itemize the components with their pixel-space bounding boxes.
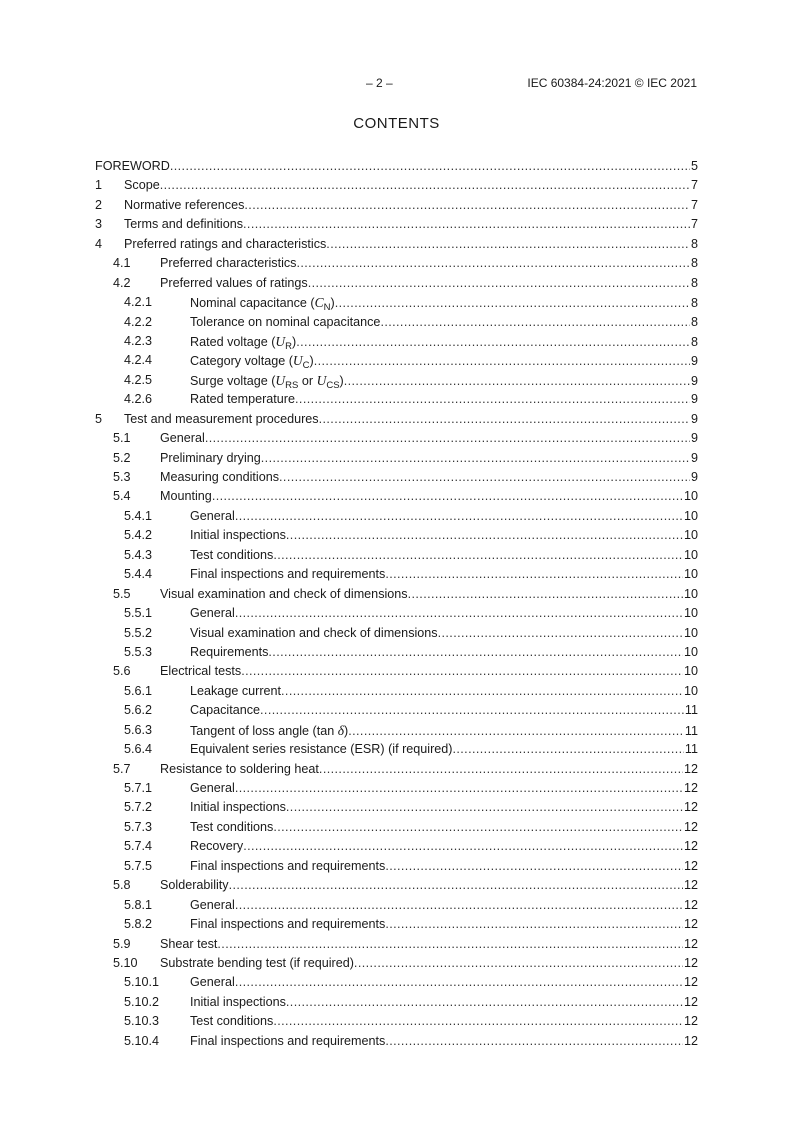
- toc-entry-page: 12: [683, 975, 698, 990]
- toc-entry-title: General: [190, 975, 235, 990]
- dot-leader: [319, 760, 683, 779]
- dot-leader: [380, 313, 690, 332]
- toc-entry-link[interactable]: [95, 157, 698, 176]
- toc-entry-number: 1: [95, 178, 103, 193]
- toc-entry-title: Test conditions: [190, 819, 274, 834]
- toc-entry-link[interactable]: [190, 604, 698, 623]
- toc-entry-number: 3: [95, 217, 103, 232]
- toc-entry-link[interactable]: [190, 682, 698, 701]
- toc-entry-page: 10: [683, 664, 698, 679]
- toc-entry-number: 4.1: [113, 256, 131, 271]
- toc-entry-title: Normative references: [124, 197, 245, 212]
- toc-entry[interactable]: [95, 624, 698, 643]
- toc-entry-title: Initial inspections: [190, 528, 286, 543]
- toc-entry-title: Visual examination and check of dimensions: [190, 625, 438, 640]
- toc-entry-title: Capacitance: [190, 703, 261, 718]
- toc-entry-page: 12: [683, 878, 698, 893]
- math-symbol: δ: [337, 722, 345, 738]
- dot-leader: [235, 896, 683, 915]
- math-symbol: U: [316, 372, 327, 388]
- toc-entry[interactable]: [95, 507, 698, 526]
- dot-leader: [314, 352, 690, 370]
- toc-entry[interactable]: [95, 196, 698, 215]
- dot-leader: [279, 468, 690, 487]
- toc-entry-number: 5.7: [113, 761, 131, 776]
- toc-entry-title: Electrical tests: [160, 664, 242, 679]
- toc-entry-link[interactable]: [190, 565, 698, 584]
- toc-entry-number: 5: [95, 411, 103, 426]
- toc-entry-page: 8: [690, 314, 698, 329]
- toc-entry-title: Scope: [124, 178, 160, 193]
- toc-entry-link[interactable]: [190, 701, 698, 720]
- toc-entry[interactable]: [95, 993, 698, 1012]
- toc-entry-link[interactable]: [190, 1012, 698, 1031]
- toc-entry-number: 2: [95, 197, 103, 212]
- toc-entry-number: 5.8.1: [124, 897, 153, 912]
- toc-entry-page: 7: [690, 197, 698, 212]
- toc-entry[interactable]: [95, 1012, 698, 1031]
- toc-entry-page: 10: [683, 567, 698, 582]
- dot-leader: [160, 176, 690, 195]
- toc-entry-page: 8: [690, 256, 698, 271]
- toc-entry-page: 8: [690, 296, 698, 311]
- dot-leader: [281, 682, 683, 701]
- toc-entry[interactable]: [95, 798, 698, 817]
- toc-entry-link[interactable]: [190, 779, 698, 798]
- toc-entry-title: Requirements: [190, 644, 269, 659]
- dot-leader: [319, 410, 690, 429]
- toc-entry-number: 5.10.1: [124, 975, 160, 990]
- toc-entry-title: Final inspections and requirements: [190, 1033, 386, 1048]
- toc-entry-link[interactable]: [190, 643, 698, 662]
- toc-entry-page: 12: [683, 955, 698, 970]
- toc-entry-title: Solderability: [160, 878, 229, 893]
- toc-entry-link[interactable]: [124, 176, 698, 195]
- toc-entry-title: Category voltage $(U_C)$: [190, 353, 314, 371]
- toc-entry-title: Preferred values of ratings: [160, 275, 308, 290]
- toc-entry-link[interactable]: [160, 468, 698, 487]
- toc-entry[interactable]: [95, 390, 698, 409]
- toc-entry-number: 5.6.2: [124, 703, 153, 718]
- toc-entry-number: 5.4: [113, 489, 131, 504]
- toc-entry[interactable]: [95, 526, 698, 545]
- toc-entry[interactable]: [95, 935, 698, 954]
- toc-entry[interactable]: [95, 701, 698, 720]
- toc-entry-link[interactable]: [190, 896, 698, 915]
- toc-entry[interactable]: [95, 643, 698, 662]
- dot-leader: [273, 1012, 683, 1031]
- toc-entry[interactable]: [95, 857, 698, 876]
- toc-entry-title: Tangent of loss angle (tan δ): [190, 722, 349, 738]
- dot-leader: [273, 546, 683, 565]
- toc-entry-link[interactable]: [190, 624, 698, 643]
- toc-entry-title: Final inspections and requirements: [190, 567, 386, 582]
- table-of-contents: [95, 157, 698, 1051]
- toc-entry-link[interactable]: [160, 876, 698, 895]
- dot-leader: [452, 740, 683, 759]
- toc-entry-number: 5.5: [113, 586, 131, 601]
- toc-entry[interactable]: [95, 662, 698, 681]
- toc-entry[interactable]: [95, 410, 698, 429]
- toc-entry-page: 10: [683, 508, 698, 523]
- toc-entry-link[interactable]: [160, 449, 698, 468]
- toc-entry-link[interactable]: [160, 760, 698, 779]
- dot-leader: [170, 157, 690, 176]
- toc-entry[interactable]: [95, 332, 698, 351]
- toc-entry-link[interactable]: [160, 585, 698, 604]
- dot-leader: [260, 701, 684, 720]
- toc-entry-title: Preferred characteristics: [160, 256, 297, 271]
- dot-leader: [235, 604, 683, 623]
- toc-entry-page: 12: [683, 917, 698, 932]
- toc-entry-page: 12: [683, 819, 698, 834]
- toc-entry-title: Recovery: [190, 839, 244, 854]
- toc-entry[interactable]: [95, 313, 698, 332]
- toc-entry-title: Mounting: [160, 489, 212, 504]
- toc-entry-link[interactable]: [190, 818, 698, 837]
- math-symbol: U: [275, 333, 286, 349]
- math-subscript: CS: [326, 379, 340, 391]
- toc-entry-link[interactable]: [160, 429, 698, 448]
- toc-entry-number: 4.2.6: [124, 392, 153, 407]
- toc-entry-link[interactable]: [190, 857, 698, 876]
- dot-leader: [229, 876, 683, 895]
- toc-entry[interactable]: [95, 604, 698, 623]
- page-header: [95, 76, 697, 92]
- toc-entry-link[interactable]: [190, 837, 698, 856]
- toc-entry-link[interactable]: [190, 507, 698, 526]
- toc-entry-page: 10: [683, 489, 698, 504]
- toc-entry-number: 5.4.4: [124, 567, 153, 582]
- math-subscript: R: [285, 340, 293, 352]
- toc-entry-title: Rated voltage $(U_R)$: [190, 333, 297, 352]
- toc-entry[interactable]: [95, 585, 698, 604]
- toc-entry-number: 5.7.1: [124, 781, 153, 795]
- dot-leader: [385, 857, 683, 876]
- dot-leader: [335, 294, 690, 312]
- dot-leader: [235, 507, 683, 526]
- toc-entry[interactable]: [95, 157, 698, 176]
- toc-entry-number: 4.2.3: [124, 333, 153, 348]
- dot-leader: [212, 487, 683, 506]
- toc-entry-title: General: [190, 606, 235, 621]
- toc-entry-page: 9: [690, 450, 698, 465]
- dot-leader: [385, 915, 683, 934]
- toc-entry[interactable]: [95, 449, 698, 468]
- toc-entry-page: 10: [683, 683, 698, 698]
- dot-leader: [344, 372, 690, 390]
- toc-entry-number: 5.7.5: [124, 858, 153, 873]
- toc-entry-title: Resistance to soldering heat: [160, 761, 319, 776]
- toc-entry-title: Initial inspections: [190, 800, 286, 815]
- toc-entry-title: General: [160, 431, 205, 446]
- dot-leader: [286, 526, 683, 545]
- toc-entry-link[interactable]: [160, 274, 698, 293]
- toc-entry[interactable]: [95, 721, 698, 740]
- toc-entry-link[interactable]: [160, 254, 698, 273]
- toc-entry-number: 5.6.1: [124, 683, 153, 698]
- dot-leader: [268, 643, 683, 662]
- toc-entry-link[interactable]: [124, 196, 698, 215]
- toc-entry-page: 9: [690, 431, 698, 446]
- toc-entry-page: 8: [690, 275, 698, 290]
- toc-entry-number: 5.5.3: [124, 644, 153, 659]
- toc-entry[interactable]: [95, 1032, 698, 1051]
- toc-entry-page: 12: [683, 858, 698, 873]
- toc-entry-page: 12: [683, 994, 698, 1009]
- toc-entry-page: 12: [683, 897, 698, 912]
- toc-entry-number: 5.2: [113, 450, 131, 465]
- toc-entry-title: Leakage current: [190, 683, 282, 698]
- toc-entry-number: 5.10: [113, 955, 138, 970]
- math-subscript: N: [323, 302, 331, 313]
- toc-entry-number: 4.2.2: [124, 314, 153, 329]
- toc-entry-link[interactable]: [124, 410, 698, 429]
- toc-entry-link[interactable]: [190, 332, 698, 351]
- toc-entry[interactable]: [95, 176, 698, 195]
- toc-entry-link[interactable]: [160, 954, 698, 973]
- toc-entry-page: 10: [683, 644, 698, 659]
- toc-entry-number: 5.7.3: [124, 819, 153, 834]
- toc-entry-link[interactable]: [190, 293, 698, 312]
- toc-entry[interactable]: [95, 351, 698, 370]
- dot-leader: [385, 1032, 683, 1051]
- dot-leader: [243, 215, 690, 234]
- toc-entry-link[interactable]: [190, 993, 698, 1012]
- toc-entry-page: 5: [690, 159, 698, 173]
- toc-entry-link[interactable]: [190, 740, 698, 759]
- toc-entry-page: 8: [690, 334, 698, 349]
- toc-entry-page: 9: [690, 411, 698, 426]
- toc-entry-title: Equivalent series resistance (ESR) (if required): [190, 742, 453, 757]
- document-reference: IEC 60384-24:2021 © IEC 2021: [527, 76, 697, 90]
- toc-entry[interactable]: [95, 876, 698, 895]
- toc-entry-link[interactable]: [190, 390, 698, 409]
- toc-entry-title: Preliminary drying: [160, 450, 261, 465]
- toc-entry-page: 12: [683, 800, 698, 815]
- toc-entry[interactable]: [95, 254, 698, 273]
- toc-entry[interactable]: [95, 235, 698, 254]
- toc-entry-page: 9: [690, 392, 698, 407]
- toc-entry-link[interactable]: [190, 351, 698, 370]
- toc-entry-title: Final inspections and requirements: [190, 917, 386, 932]
- dot-leader: [286, 993, 683, 1012]
- toc-entry-number: 5.6: [113, 664, 131, 679]
- toc-entry-page: 12: [683, 839, 698, 854]
- dot-leader: [241, 662, 683, 681]
- toc-entry-page: 7: [690, 217, 698, 232]
- toc-entry-title: General: [190, 897, 235, 912]
- toc-entry-title: Preferred ratings and characteristics: [124, 236, 327, 251]
- toc-entry-number: 5.4.3: [124, 547, 153, 562]
- toc-entry-page: 8: [690, 236, 698, 251]
- toc-entry-number: 5.7.2: [124, 800, 153, 815]
- dot-leader: [217, 935, 683, 954]
- toc-entry-title: Surge voltage ($U_{RS}$ or $U_{CS}$): [190, 372, 344, 391]
- toc-entry-page: 9: [690, 373, 698, 388]
- toc-entry-title: FOREWORD: [95, 159, 170, 173]
- math-symbol: C: [314, 295, 324, 311]
- toc-entry[interactable]: [95, 760, 698, 779]
- toc-entry-number: 5.6.4: [124, 742, 153, 757]
- toc-entry-page: 10: [683, 528, 698, 543]
- toc-entry[interactable]: [95, 565, 698, 584]
- page-number: – 2 –: [366, 76, 393, 90]
- toc-entry[interactable]: [95, 274, 698, 293]
- toc-entry-title: Initial inspections: [190, 994, 286, 1009]
- toc-entry-number: 5.10.4: [124, 1033, 160, 1048]
- toc-entry-title: General: [190, 781, 235, 795]
- toc-entry-title: Test conditions: [190, 1014, 274, 1029]
- dot-leader: [235, 973, 683, 992]
- toc-entry-title: General: [190, 508, 235, 523]
- toc-entry-page: 11: [684, 703, 698, 718]
- toc-entry-link[interactable]: [190, 721, 698, 740]
- toc-entry[interactable]: [95, 546, 698, 565]
- toc-entry-page: 7: [690, 178, 698, 193]
- toc-entry-number: 5.6.3: [124, 722, 153, 737]
- toc-entry-page: 10: [683, 625, 698, 640]
- dot-leader: [261, 449, 690, 468]
- toc-entry-title: Rated temperature: [190, 392, 296, 407]
- toc-entry-title: Measuring conditions: [160, 470, 280, 484]
- dot-leader: [438, 624, 683, 643]
- toc-entry-link[interactable]: [190, 546, 698, 565]
- toc-entry[interactable]: [95, 818, 698, 837]
- dot-leader: [348, 722, 684, 740]
- toc-entry-title: Final inspections and requirements: [190, 858, 386, 873]
- toc-entry-number: 5.1: [113, 431, 131, 446]
- toc-entry-number: 5.10.2: [124, 994, 160, 1009]
- toc-entry-title: Nominal capacitance $(C_N)$: [190, 295, 335, 313]
- toc-entry-page: 12: [683, 781, 698, 795]
- toc-entry-number: 4: [95, 236, 103, 251]
- toc-entry-number: 4.2: [113, 275, 131, 290]
- toc-entry-link[interactable]: [190, 371, 698, 390]
- toc-entry-title: Shear test: [160, 936, 218, 951]
- toc-entry-link[interactable]: [190, 313, 698, 332]
- dot-leader: [408, 585, 683, 604]
- page-title: CONTENTS: [353, 115, 440, 132]
- dot-leader: [385, 565, 683, 584]
- toc-entry-page: 9: [690, 354, 698, 369]
- toc-entry-link[interactable]: [124, 235, 698, 254]
- toc-entry-title: Terms and definitions: [124, 217, 244, 232]
- toc-entry[interactable]: [95, 837, 698, 856]
- toc-entry-page: 11: [684, 742, 698, 757]
- toc-entry[interactable]: [95, 371, 698, 390]
- toc-entry-link[interactable]: [190, 526, 698, 545]
- dot-leader: [273, 818, 683, 837]
- toc-entry-number: 5.4.2: [124, 528, 153, 543]
- toc-entry-link[interactable]: [190, 1032, 698, 1051]
- dot-leader: [243, 837, 683, 856]
- math-symbol: U: [275, 372, 286, 388]
- toc-entry[interactable]: [95, 468, 698, 487]
- toc-entry[interactable]: [95, 682, 698, 701]
- toc-entry-link[interactable]: [124, 215, 698, 234]
- dot-leader: [205, 429, 690, 448]
- toc-entry-number: 4.2.4: [124, 353, 153, 368]
- math-symbol: U: [292, 353, 303, 369]
- dot-leader: [286, 798, 683, 817]
- toc-entry-number: 5.7.4: [124, 839, 153, 854]
- toc-entry-link[interactable]: [160, 487, 698, 506]
- toc-entry-number: 4.2.5: [124, 372, 153, 387]
- dot-leader: [354, 954, 683, 973]
- dot-leader: [326, 235, 690, 254]
- toc-entry-link[interactable]: [190, 915, 698, 934]
- toc-entry[interactable]: [95, 954, 698, 973]
- toc-entry-number: 5.9: [113, 936, 131, 951]
- toc-entry[interactable]: [95, 215, 698, 234]
- math-subscript: RS: [285, 379, 299, 391]
- dot-leader: [235, 779, 683, 798]
- toc-entry-number: 5.5.2: [124, 625, 153, 640]
- dot-leader: [296, 254, 690, 273]
- toc-entry[interactable]: [95, 429, 698, 448]
- toc-entry-page: 12: [683, 1033, 698, 1048]
- toc-entry-title: Visual examination and check of dimensions: [160, 586, 408, 601]
- dot-leader: [244, 196, 690, 215]
- toc-entry-link[interactable]: [160, 662, 698, 681]
- math-subscript: C: [302, 360, 310, 371]
- toc-entry[interactable]: [95, 973, 698, 992]
- toc-entry-page: 9: [690, 470, 698, 484]
- toc-entry-title: Test conditions: [190, 547, 274, 562]
- toc-entry-title: Tolerance on nominal capacitance: [190, 314, 381, 329]
- toc-entry[interactable]: [95, 740, 698, 759]
- toc-entry-page: 10: [683, 547, 698, 562]
- toc-entry-number: 5.8.2: [124, 917, 153, 932]
- dot-leader: [308, 274, 690, 293]
- toc-entry-page: 12: [683, 936, 698, 951]
- toc-entry[interactable]: [95, 487, 698, 506]
- toc-entry-number: 5.8: [113, 878, 131, 893]
- toc-entry[interactable]: [95, 779, 698, 798]
- dot-leader: [296, 333, 690, 351]
- toc-entry-title: Substrate bending test (if required): [160, 955, 354, 970]
- toc-entry-link[interactable]: [160, 935, 698, 954]
- toc-entry-title: Test and measurement procedures: [124, 411, 319, 426]
- toc-entry-number: 5.3: [113, 470, 131, 484]
- toc-entry-number: 5.5.1: [124, 606, 153, 621]
- toc-entry-page: 12: [683, 761, 698, 776]
- toc-entry-page: 12: [683, 1014, 698, 1029]
- dot-leader: [295, 390, 690, 409]
- toc-entry-number: 4.2.1: [124, 295, 153, 310]
- toc-entry-page: 10: [683, 586, 698, 601]
- toc-entry[interactable]: [95, 896, 698, 915]
- toc-entry-number: 5.4.1: [124, 508, 153, 523]
- toc-entry-page: 10: [683, 606, 698, 621]
- toc-entry[interactable]: [95, 915, 698, 934]
- toc-entry-page: 11: [684, 723, 698, 738]
- toc-entry[interactable]: [95, 293, 698, 312]
- toc-entry-link[interactable]: [190, 798, 698, 817]
- toc-entry-number: 5.10.3: [124, 1014, 160, 1029]
- toc-entry-link[interactable]: [190, 973, 698, 992]
